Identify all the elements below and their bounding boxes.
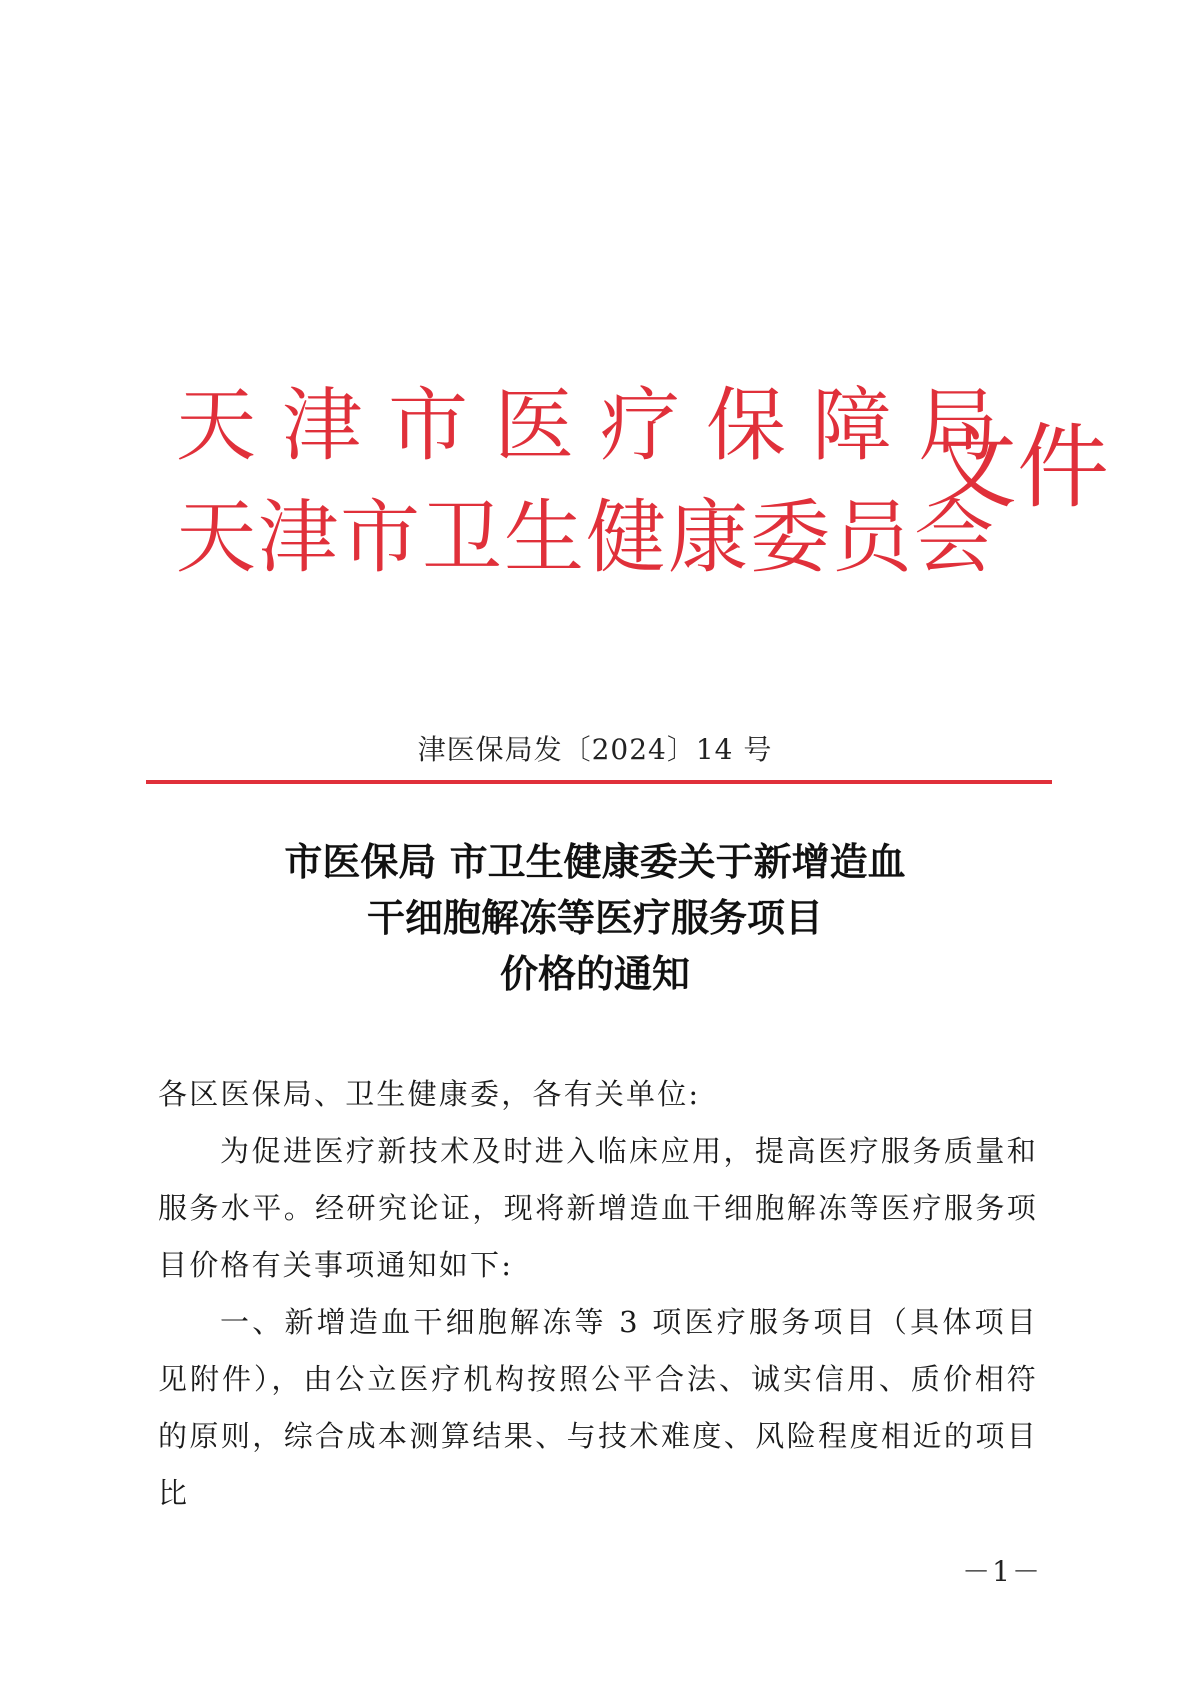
document-number: 津医保局发〔2024〕14 号 xyxy=(417,733,773,766)
red-divider xyxy=(146,780,1052,784)
document-suffix: 文件 xyxy=(925,414,1110,521)
issuer-header xyxy=(176,370,1024,594)
title-line-2: 干细胞解冻等医疗服务项目 xyxy=(366,896,823,940)
document-body xyxy=(158,1066,1038,1522)
title-line-3: 价格的通知 xyxy=(499,952,690,996)
issuer-line-2: 天津市卫生健康委员会 xyxy=(176,491,996,584)
document-title xyxy=(0,834,1190,1002)
salutation: 各区医保局、卫生健康委，各有关单位: xyxy=(158,1077,701,1111)
issuer-line-1: 天津市医疗保障局 xyxy=(176,379,1024,472)
page-number: －1－ xyxy=(962,1555,1042,1588)
title-line-1: 市医保局 市卫生健康委关于新增造血 xyxy=(284,840,906,884)
paragraph-2: 一、新增造血干细胞解冻等 3 项医疗服务项目（具体项目见附件），由公立医疗机构按照公平合法、诚实信用、质价相符的原则，综合成本测算结果、与技术难度、风险程度相近的项目比 xyxy=(158,1305,1038,1510)
paragraph-1: 为促进医疗新技术及时进入临床应用，提高医疗服务质量和服务水平。经研究论证，现将新增造血干细胞解冻等医疗服务项目价格有关事项通知如下: xyxy=(158,1134,1038,1282)
